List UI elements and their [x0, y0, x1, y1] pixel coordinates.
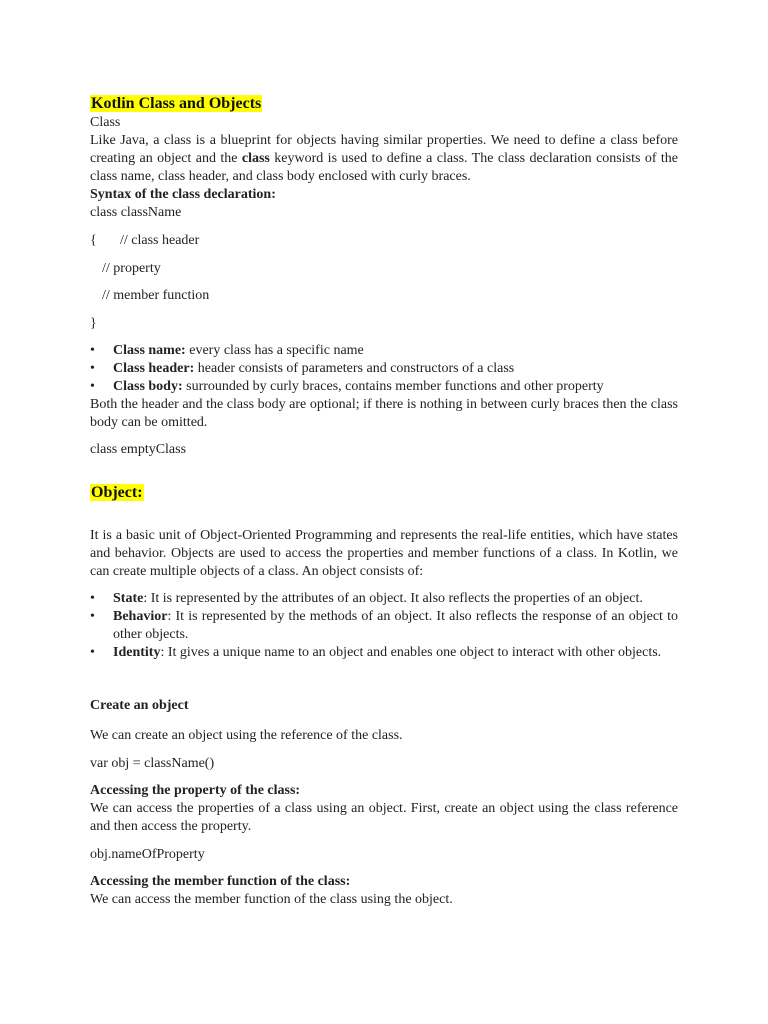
bullet-icon: •	[90, 361, 95, 376]
access-function-text: We can access the member function of the class using the object.	[90, 892, 453, 907]
code-line-open-brace: {	[90, 233, 97, 248]
create-object-text: We can create an object using the reference of the class.	[90, 728, 403, 743]
bullet-icon: •	[90, 591, 95, 606]
code-line-class-name: class className	[90, 205, 182, 220]
bullet-icon: •	[90, 379, 95, 394]
list-item: • Class header: header consists of parameters and constructors of a class	[90, 361, 515, 376]
bullet-icon: •	[90, 609, 95, 624]
list-item: • Behavior: It is represented by the methods of an object. It also reflects the response of an object to other objects.	[90, 609, 678, 642]
list-item: • Class name: every class has a specific name	[90, 343, 364, 358]
code-line-class-header-comment: // class header	[120, 233, 200, 248]
bullet-icon: •	[90, 343, 95, 358]
object-heading-text: Object:	[91, 484, 143, 501]
class-intro-paragraph	[90, 132, 678, 186]
access-function-heading: Accessing the member function of the class:	[90, 874, 351, 889]
access-property-text: We can access the properties of a class using an object. First, create an object using the class reference and then access the property.	[90, 801, 678, 834]
access-property-heading: Accessing the property of the class:	[90, 783, 301, 798]
list-item: • State: It is represented by the attributes of an object. It also reflects the properties of an object.	[90, 591, 643, 606]
create-object-code: var obj = className()	[90, 756, 215, 771]
access-property-code: obj.nameOfProperty	[90, 847, 205, 862]
list-item: • Identity: It gives a unique name to an object and enables one object to interact with other objects.	[90, 645, 662, 660]
create-object-heading: Create an object	[90, 698, 189, 713]
intro-text-part1: Like Java, a class is a blueprint for objects having similar properties. We need to define a class before creating an object and the	[90, 133, 678, 166]
intro-text-part2: keyword is used to define a class. The class declaration consists of the class name, class header, and class body enclosed with curly braces.	[90, 151, 678, 184]
class-parts-list	[90, 342, 678, 396]
object-heading	[90, 482, 144, 504]
optional-note-paragraph: Both the header and the class body are optional; if there is nothing in between curly braces then the class body can be omitted.	[90, 397, 678, 430]
class-label: Class	[90, 115, 121, 130]
object-traits-list	[90, 590, 678, 662]
intro-keyword: class	[241, 151, 270, 166]
bullet-icon: •	[90, 645, 95, 660]
object-intro-paragraph: It is a basic unit of Object-Oriented Programming and represents the real-life entities, which have states and behavior. Objects are used to access the properties and member functions of a class. In Kotlin, we can create multiple objects of a class. An object consists of:	[90, 528, 678, 579]
page-title-text: Kotlin Class and Objects	[91, 95, 262, 112]
list-item: • Class body: surrounded by curly braces, contains member functions and other property	[90, 379, 604, 394]
syntax-heading: Syntax of the class declaration:	[90, 187, 276, 202]
code-line-close-brace: }	[90, 316, 97, 331]
code-line-member-function-comment: // member function	[102, 288, 210, 303]
empty-class-code: class emptyClass	[90, 442, 187, 457]
page-title	[90, 93, 262, 115]
code-line-property-comment: // property	[102, 261, 161, 276]
